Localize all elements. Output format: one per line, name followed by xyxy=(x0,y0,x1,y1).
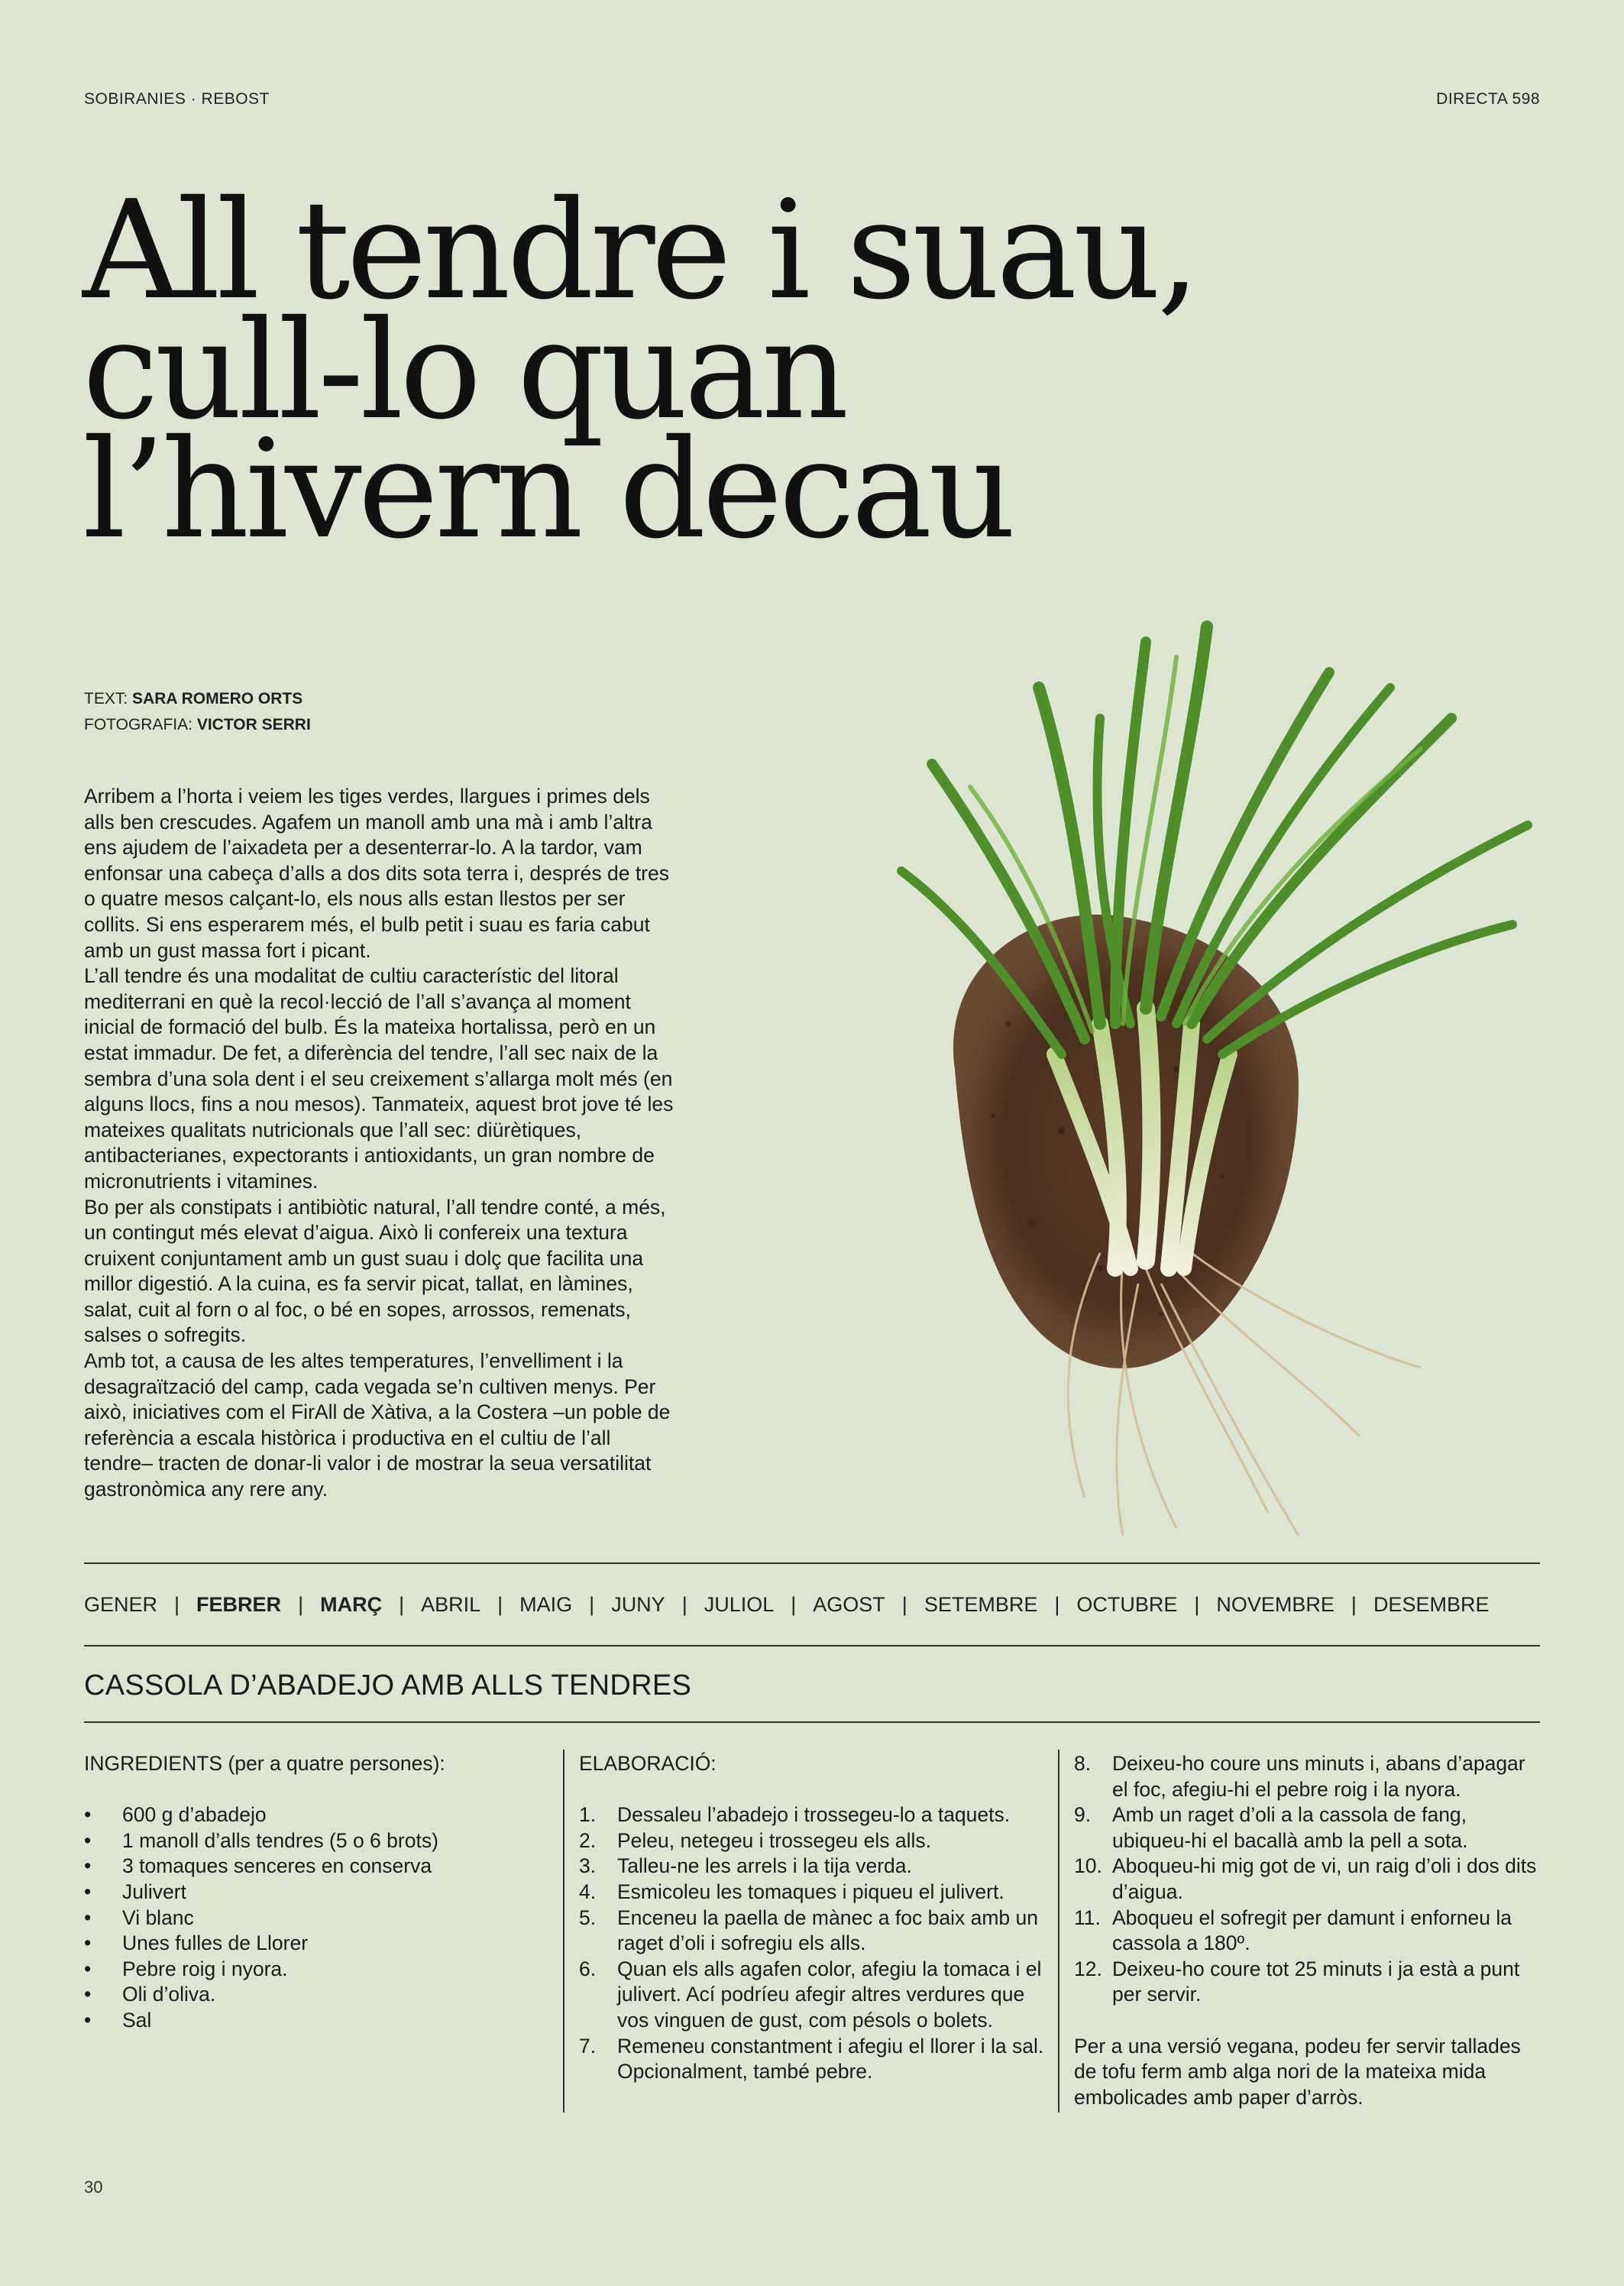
month-separator: | xyxy=(1194,1593,1200,1616)
title-line: cull-lo quan xyxy=(82,290,846,449)
month-label: JUNY xyxy=(611,1593,665,1616)
month-label: GENER xyxy=(84,1593,158,1616)
list-item: • Julivert xyxy=(84,1880,186,1903)
list-item: 6. Quan els alls agafen color, afegiu la tomaca i el julivert. Ací podríeu afegir altres verdures que vos vinguen de gust, com pésols o bolets. xyxy=(579,1957,1042,2032)
month-separator: | xyxy=(1054,1593,1060,1616)
month-label-active: FEBRER xyxy=(196,1593,282,1616)
month-separator: | xyxy=(791,1593,797,1616)
steps-list xyxy=(579,1802,1045,2085)
steps-list xyxy=(1074,1751,1540,2008)
month-separator: | xyxy=(399,1593,405,1616)
text-label: TEXT: xyxy=(84,690,128,707)
list-item: 3. Talleu-ne les arrels i la tija verda. xyxy=(579,1854,912,1878)
title-line: All tendre i suau, xyxy=(82,171,1197,329)
list-item: • Sal xyxy=(84,2008,152,2032)
article-body xyxy=(84,784,680,1503)
ingredients-heading: INGREDIENTS (per a quatre persones): xyxy=(84,1752,445,1775)
photo-author: VICTOR SERRI xyxy=(196,716,311,733)
list-item: • Oli d’oliva. xyxy=(84,1983,216,2006)
month-separator: | xyxy=(298,1593,304,1616)
title-line: l’hivern decau xyxy=(82,410,1013,569)
list-item: 1. Dessaleu l’abadejo i trossegeu-lo a taquets. xyxy=(579,1803,1011,1827)
divider xyxy=(84,1562,1540,1564)
paragraph: Arribem a l’horta i veiem les tiges verdes, llargues i primes dels alls ben crescudes. Agafem un manoll amb una mà i amb l’altra ens ajudem de l’aixadeta per a desenterrar-lo. A la tardor, vam enfonsar una cabeça d’alls a dos dits sota terra i, després de tres o quatre mesos calçant-lo, els nous alls estan llestos per ser collits. Si ens esperarem més, el bulb petit i suau es faria cabut amb un gust massa fort i picant. xyxy=(84,785,669,962)
column-divider xyxy=(563,1750,565,2113)
month-separator: | xyxy=(174,1593,180,1616)
paragraph: L’all tendre és una modalitat de cultiu característic del litoral mediterrani en què la recol·lecció de l’all s’avança al moment inicial de formació del bulb. És la mateixa hortalissa, però en un estat immadur. De fet, a diferència del tendre, l’all sec naix de la sembra d’una sola dent i el seu creixement s’allarga molt més (en alguns llocs, fins a nou mesos). Tanmateix, aquest brot jove té les mateixes qualitats nutricionals que l’all sec: diürètiques, antibacterianes, expectorants i antioxidants, un gran nombre de micronutrients i vitamines. xyxy=(84,964,674,1193)
list-item: 5. Enceneu la paella de mànec a foc baix amb un raget d’oli i sofregiu els alls. xyxy=(579,1906,1038,1955)
month-separator: | xyxy=(497,1593,503,1616)
list-item: 2. Peleu, netegeu i trossegeu els alls. xyxy=(579,1828,932,1852)
month-label: SETEMBRE xyxy=(924,1593,1038,1616)
list-item: • 3 tomaques senceres en conserva xyxy=(84,1854,432,1878)
list-item: 12. Deixeu-ho coure tot 25 minuts i ja està a punt per servir. xyxy=(1074,1957,1520,2006)
month-separator: | xyxy=(681,1593,687,1616)
month-separator: | xyxy=(901,1593,907,1616)
ingredients-list xyxy=(84,1802,542,2033)
recipe-title: CASSOLA D’ABADEJO AMB ALLS TENDRES xyxy=(84,1669,692,1702)
month-label-active: MARÇ xyxy=(320,1593,383,1616)
green-garlic-photo xyxy=(871,596,1543,1551)
divider xyxy=(84,1645,1540,1647)
month-label: ABRIL xyxy=(421,1593,481,1616)
list-item: • Pebre roig i nyora. xyxy=(84,1957,288,1980)
list-item: • 600 g d’abadejo xyxy=(84,1803,267,1827)
list-item: • Vi blanc xyxy=(84,1906,194,1929)
month-separator: | xyxy=(1351,1593,1357,1616)
method-column xyxy=(579,1751,1045,2085)
list-item: 8. Deixeu-ho coure uns minuts i, abans d’apagar el foc, afegiu-hi el pebre roig i la nyora. xyxy=(1074,1752,1525,1801)
text-author: SARA ROMERO ORTS xyxy=(132,690,303,707)
month-label: AGOST xyxy=(813,1593,885,1616)
season-calendar xyxy=(84,1593,1540,1617)
column-divider xyxy=(1058,1750,1059,2113)
method-column-continued xyxy=(1074,1751,1540,2110)
ingredients-column xyxy=(84,1751,542,2034)
list-item: 4. Esmicoleu les tomaques i piqueu el julivert. xyxy=(579,1880,1004,1903)
month-separator: | xyxy=(589,1593,595,1616)
credits xyxy=(84,686,311,738)
list-item: 10. Aboqueu-hi mig got de vi, un raig d’oli i dos dits d’aigua. xyxy=(1074,1854,1537,1903)
photo-label: FOTOGRAFIA: xyxy=(84,716,192,733)
list-item: 9. Amb un raget d’oli a la cassola de fang, ubiqueu-hi el bacallà amb la pell a sota. xyxy=(1074,1803,1468,1852)
vegan-note: Per a una versió vegana, podeu fer servir tallades de tofu ferm amb alga nori de la mateixa mida embolicades amb paper d’arròs. xyxy=(1074,2034,1521,2109)
page-title xyxy=(82,171,1228,569)
method-heading: ELABORACIÓ: xyxy=(579,1752,717,1775)
list-item: • Unes fulles de Llorer xyxy=(84,1931,309,1955)
list-item: • 1 manoll d’alls tendres (5 o 6 brots) xyxy=(84,1828,438,1852)
page-number: 30 xyxy=(84,2178,103,2197)
month-label: OCTUBRE xyxy=(1076,1593,1178,1616)
list-item: 7. Remeneu constantment i afegiu el llorer i la sal. Opcionalment, també pebre. xyxy=(579,2034,1044,2084)
divider xyxy=(84,1721,1540,1723)
paragraph: Bo per als constipats i antibiòtic natural, l’all tendre conté, a més, un contingut més elevat d’aigua. Això li confereix una textura cruixent conjuntament amb un gust suau i dolç que facilita una millor digestió. A la cuina, es fa servir picat, tallat, en làmines, salat, cuit al forn o al foc, o bé en sopes, arrossos, remenats, salses o sofregits. xyxy=(84,1195,666,1347)
month-label: MAIG xyxy=(519,1593,573,1616)
section-label: SOBIRANIES · REBOST xyxy=(84,90,270,108)
month-label: NOVEMBRE xyxy=(1216,1593,1334,1616)
paragraph: Amb tot, a causa de les altes temperatures, l’envelliment i la desagraïtzació del camp, cada vegada se’n cultiven menys. Per això, iniciatives com el FirAll de Xàtiva, a la Costera –un poble de referència a escala històrica i productiva en el cultiu de l’all tendre– tracten de donar-li valor i de mostrar la seua versatilitat gastronòmica any rere any. xyxy=(84,1349,671,1501)
month-label: JULIOL xyxy=(704,1593,775,1616)
month-label: DESEMBRE xyxy=(1373,1593,1490,1616)
list-item: 11. Aboqueu el sofregit per damunt i enforneu la cassola a 180º. xyxy=(1074,1906,1512,1955)
issue-label: DIRECTA 598 xyxy=(1436,90,1540,108)
